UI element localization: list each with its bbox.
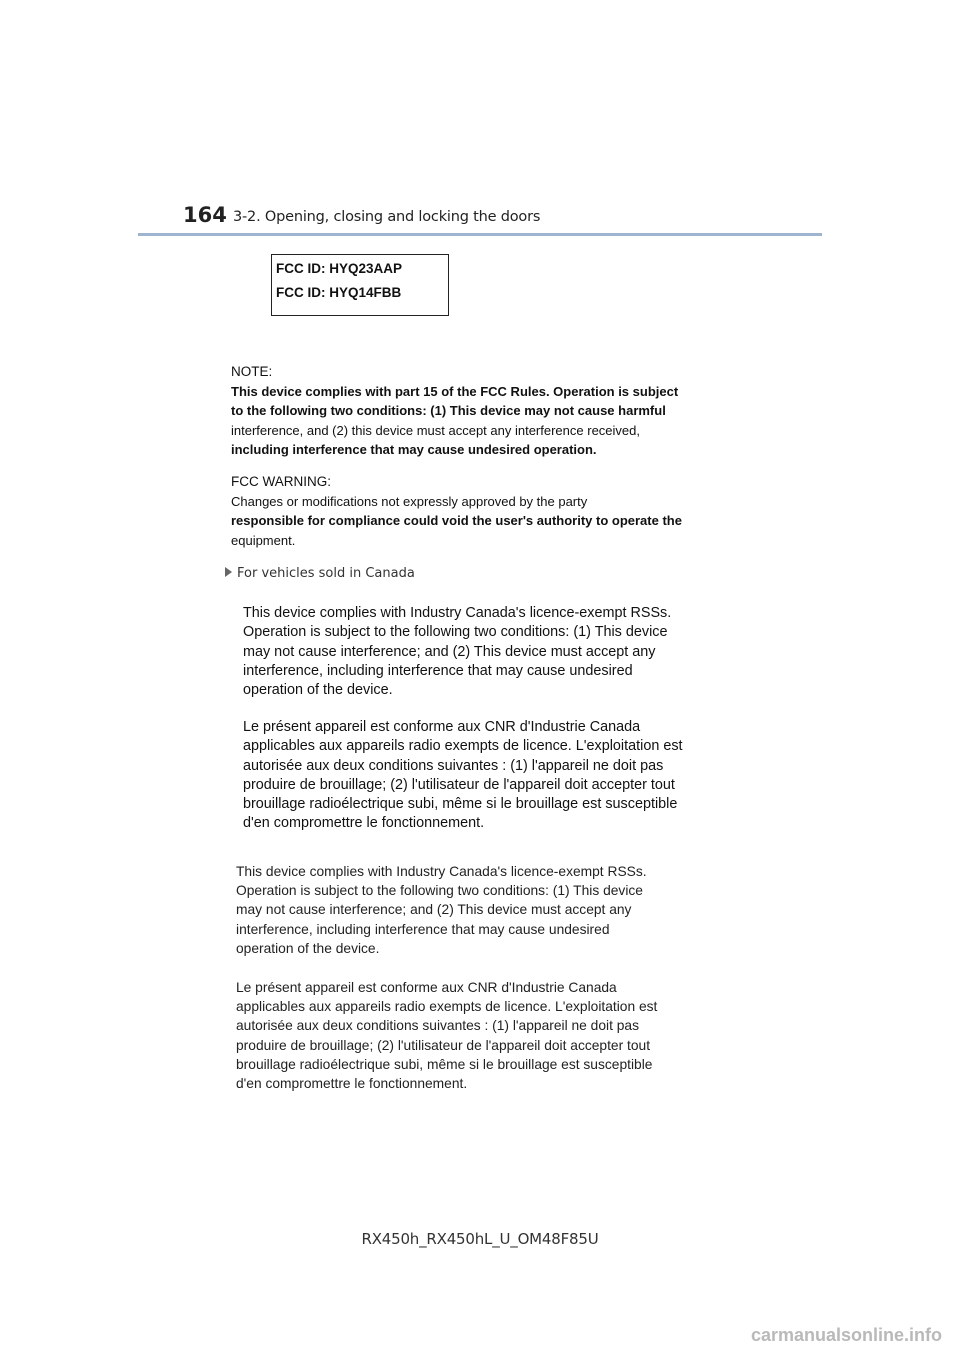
fcc-warning [231, 472, 731, 550]
note-heading: NOTE: [231, 364, 273, 379]
fcc-note [231, 362, 731, 460]
note-line: This device complies with part 15 of the FCC Rules. Operation is subject [231, 383, 679, 399]
notice-line: operation of the device. [236, 940, 380, 956]
notice-line: autorisée aux deux conditions suivantes : (1) l'appareil ne doit pas [236, 1018, 639, 1034]
notice-line: This device complies with Industry Canada's licence-exempt RSSs. [243, 605, 672, 621]
fcc-id-label-box [271, 254, 449, 316]
page-header [183, 203, 823, 231]
canada-notice-english-1 [243, 604, 723, 700]
fcc-id-line: FCC ID: HYQ14FBB [276, 285, 402, 300]
notice-line: d'en compromettre le fonctionnement. [243, 815, 485, 832]
warning-line: Changes or modifications not expressly approved by the party [231, 493, 588, 509]
notice-line: Le présent appareil est conforme aux CNR d'Industrie Canada [243, 719, 641, 735]
note-line: to the following two conditions: (1) This device may not cause harmful [231, 403, 666, 419]
notice-line: applicables aux appareils radio exempts de licence. L'exploitation est [243, 738, 683, 755]
triangle-bullet-icon [225, 567, 232, 577]
notice-line: brouillage radioélectrique subi, même si le brouillage est susceptible [243, 796, 678, 813]
notice-line: interference, including interference that may cause undesired [243, 662, 633, 679]
bullet-label: For vehicles sold in Canada [237, 566, 415, 581]
notice-line: produire de brouillage; (2) l'utilisateur de l'appareil doit accepter tout [243, 776, 675, 793]
notice-line: may not cause interference; and (2) This device must accept any [236, 902, 632, 918]
notice-line: This device complies with Industry Canada's licence-exempt RSSs. [236, 864, 647, 879]
notice-line: applicables aux appareils radio exempts de licence. L'exploitation est [236, 999, 658, 1015]
notice-line: Operation is subject to the following two conditions: (1) This device [243, 624, 668, 641]
note-line: interference, and (2) this device must accept any interference received, [231, 422, 640, 438]
page-number: 164 [183, 203, 227, 227]
notice-line: may not cause interference; and (2) This device must accept any [243, 643, 656, 660]
notice-line: interference, including interference that may cause undesired [236, 921, 610, 937]
notice-line: autorisée aux deux conditions suivantes : (1) l'appareil ne doit pas [243, 757, 664, 774]
notice-line: Le présent appareil est conforme aux CNR d'Industrie Canada [236, 980, 617, 995]
notice-line: brouillage radioélectrique subi, même si le brouillage est susceptible [236, 1056, 653, 1072]
manual-code-footer: RX450h_RX450hL_U_OM48F85U [361, 1230, 599, 1248]
canada-notice-french-2 [236, 978, 716, 1093]
notice-line: operation of the device. [243, 682, 393, 699]
notice-line: produire de brouillage; (2) l'utilisateur de l'appareil doit accepter tout [236, 1037, 651, 1053]
notice-line: Operation is subject to the following two conditions: (1) This device [236, 883, 643, 899]
fcc-id-line: FCC ID: HYQ23AAP [276, 261, 403, 276]
section-title: 3-2. Opening, closing and locking the doors [233, 209, 541, 225]
canada-notice-english-2 [236, 862, 716, 958]
warning-line: responsible for compliance could void the user's authority to operate the [231, 513, 682, 529]
header-rule [138, 233, 822, 236]
canada-bullet [225, 566, 415, 581]
notice-line: d'en compromettre le fonctionnement. [236, 1076, 468, 1092]
warning-line: equipment. [231, 532, 296, 548]
warning-heading: FCC WARNING: [231, 474, 331, 489]
canada-notice-french-1 [243, 718, 723, 834]
note-line: including interference that may cause undesired operation. [231, 442, 597, 458]
site-watermark: carmanualsonline.info [750, 1325, 942, 1345]
